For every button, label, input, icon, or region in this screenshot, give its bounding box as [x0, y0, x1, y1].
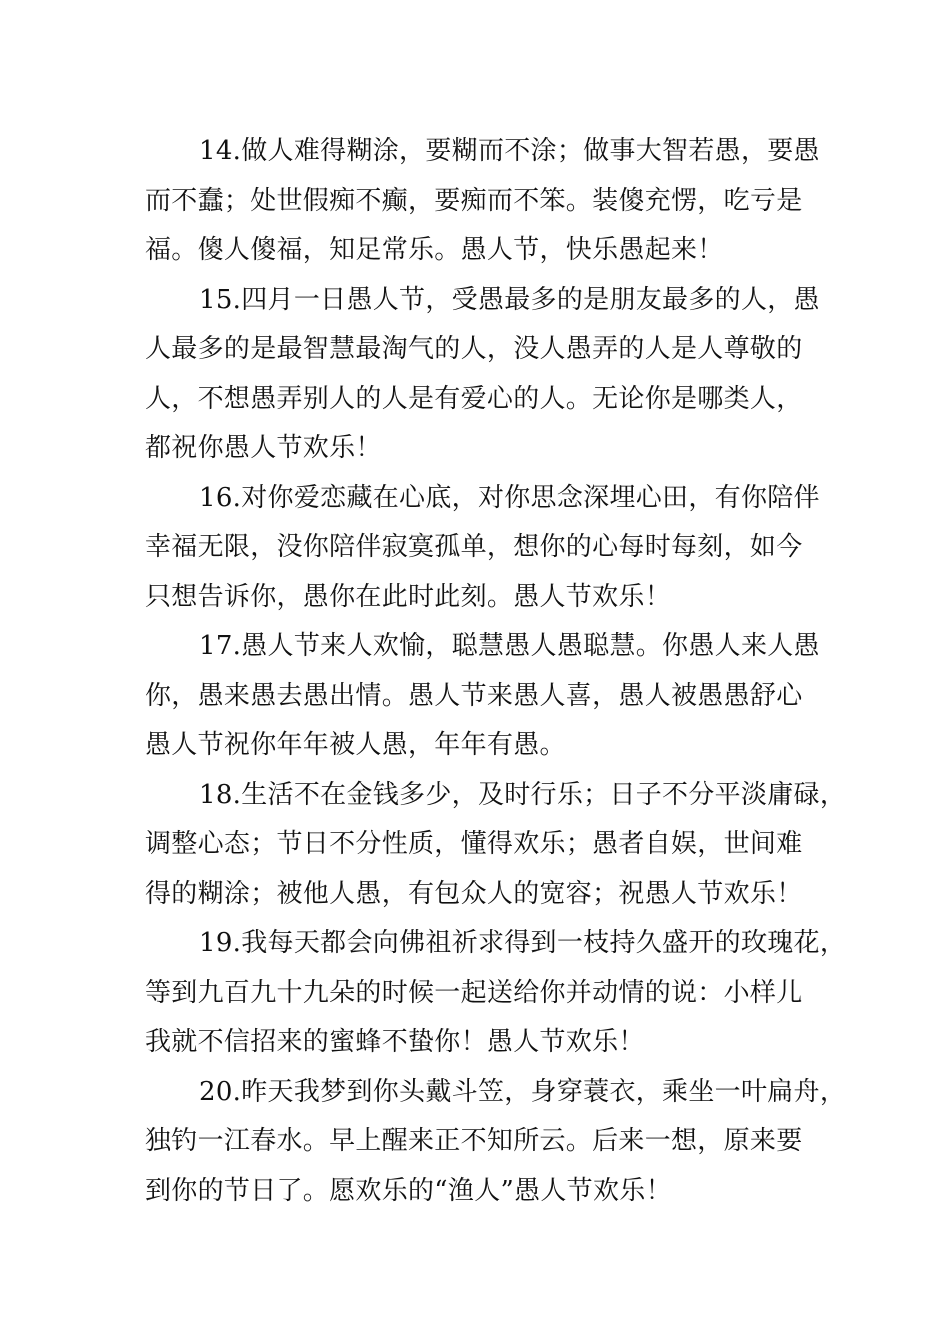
paragraph-line: 独钓一江春水。早上醒来正不知所云。后来一想，原来要	[145, 1126, 803, 1156]
paragraph-line: 幸福无限，没你陪伴寂寞孤单，想你的心每时每刻，如今	[145, 532, 803, 562]
paragraph-line: 人最多的是最智慧最淘气的人，没人愚弄的人是人尊敬的	[145, 334, 803, 364]
paragraph-16	[145, 474, 820, 623]
document-body	[145, 127, 847, 1216]
paragraph-line: 你，愚来愚去愚出情。愚人节来愚人喜，愚人被愚愚舒心	[145, 680, 803, 711]
paragraph-line: 调整心态；节日不分性质，懂得欢乐；愚者自娱，世间难	[145, 829, 803, 859]
paragraph-line: 17.愚人节来人欢愉，聪慧愚人愚聪慧。你愚人来人愚	[199, 631, 820, 661]
paragraph-20	[145, 1068, 847, 1217]
paragraph-line: 人，不想愚弄别人的人是有爱心的人。无论你是哪类人，	[145, 383, 803, 414]
paragraph-line: 等到九百九十九朵的时候一起送给你并动情的说：小样儿	[145, 977, 803, 1008]
paragraph-line: 16.对你爱恋藏在心底，对你思念深埋心田，有你陪伴	[199, 482, 820, 513]
paragraph-line: 15.四月一日愚人节，受愚最多的是朋友最多的人，愚	[199, 284, 820, 315]
paragraph-line: 到你的节日了。愿欢乐的“渔人”愚人节欢乐！	[145, 1175, 672, 1206]
paragraph-19	[145, 919, 847, 1068]
paragraph-18	[145, 771, 847, 920]
paragraph-line: 得的糊涂；被他人愚，有包众人的宽容；祝愚人节欢乐！	[145, 878, 803, 909]
paragraph-14	[145, 127, 820, 276]
paragraph-line: 只想告诉你，愚你在此时此刻。愚人节欢乐！	[145, 581, 672, 612]
paragraph-line: 福。傻人傻福，知足常乐。愚人节，快乐愚起来！	[145, 235, 724, 265]
paragraph-line: 19.我每天都会向佛祖祈求得到一枝持久盛开的玫瑰花，	[199, 928, 847, 958]
paragraph-line: 18.生活不在金钱多少，及时行乐；日子不分平淡庸碌，	[199, 779, 847, 810]
paragraph-line: 愚人节祝你年年被人愚，年年有愚。	[145, 730, 566, 760]
paragraph-line: 而不蠢；处世假痴不癫，要痴而不笨。装傻充愣，吃亏是	[145, 185, 803, 216]
paragraph-15	[145, 276, 820, 474]
paragraph-line: 都祝你愚人节欢乐！	[145, 433, 382, 463]
paragraph-17	[145, 622, 820, 771]
paragraph-line: 14.做人难得糊涂，要糊而不涂；做事大智若愚，要愚	[199, 136, 820, 166]
paragraph-line: 我就不信招来的蜜蜂不蛰你！愚人节欢乐！	[145, 1027, 645, 1057]
paragraph-line: 20.昨天我梦到你头戴斗笠，身穿蓑衣，乘坐一叶扁舟，	[199, 1076, 847, 1107]
